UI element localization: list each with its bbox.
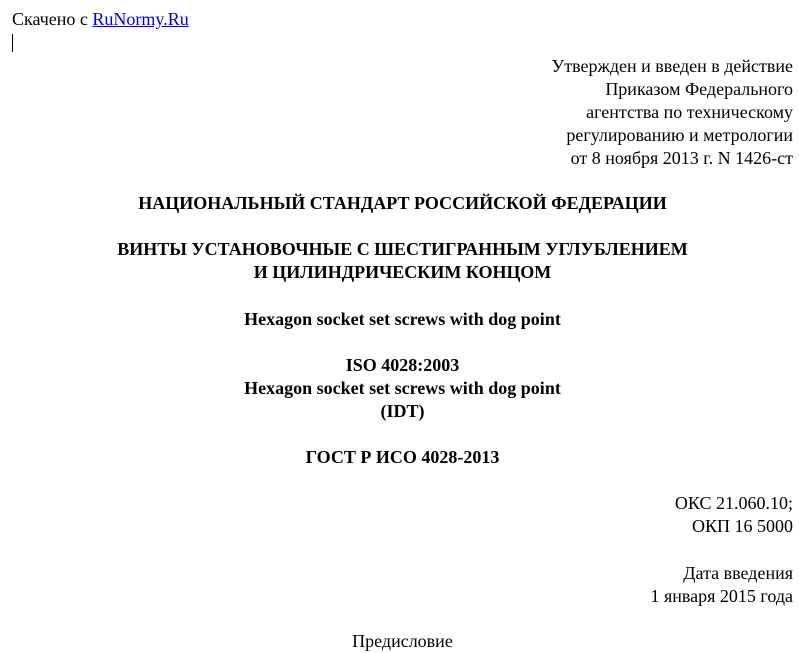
intro-date-label: Дата введения [683,563,793,583]
approval-line-5: от 8 ноября 2013 г. N 1426-ст [570,148,793,168]
preface-heading: Предисловие [352,631,453,651]
approval-line-3: агентства по техническому [586,102,793,122]
document-heading: НАЦИОНАЛЬНЫЙ СТАНДАРТ РОССИЙСКОЙ ФЕДЕРАЦИИ [138,193,667,213]
english-name: Hexagon socket set screws with dog point [244,309,561,329]
okp-code: ОКП 16 5000 [691,516,793,536]
approval-line-4: регулированию и метрологии [566,125,793,145]
iso-number: ISO 4028:2003 [345,355,460,375]
source-link[interactable]: RuNormy.Ru [92,9,189,29]
standard-name-line-1: ВИНТЫ УСТАНОВОЧНЫЕ С ШЕСТИГРАННЫМ УГЛУБЛЕНИЕМ [117,239,688,259]
source-prefix: Скачено с [12,9,93,29]
intro-date-value: 1 января 2015 года [650,586,793,606]
iso-degree: (IDT) [380,401,425,421]
oks-code: ОКС 21.060.10; [674,493,793,513]
standard-name-line-2: И ЦИЛИНДРИЧЕСКИМ КОНЦОМ [253,262,552,282]
iso-name: Hexagon socket set screws with dog point [244,378,561,398]
gost-number: ГОСТ Р ИСО 4028-2013 [305,447,500,467]
approval-line-2: Приказом Федерального [605,79,793,99]
source-line [12,8,189,31]
approval-line-1: Утвержден и введен в действие [551,56,793,76]
text-cursor [12,34,13,52]
